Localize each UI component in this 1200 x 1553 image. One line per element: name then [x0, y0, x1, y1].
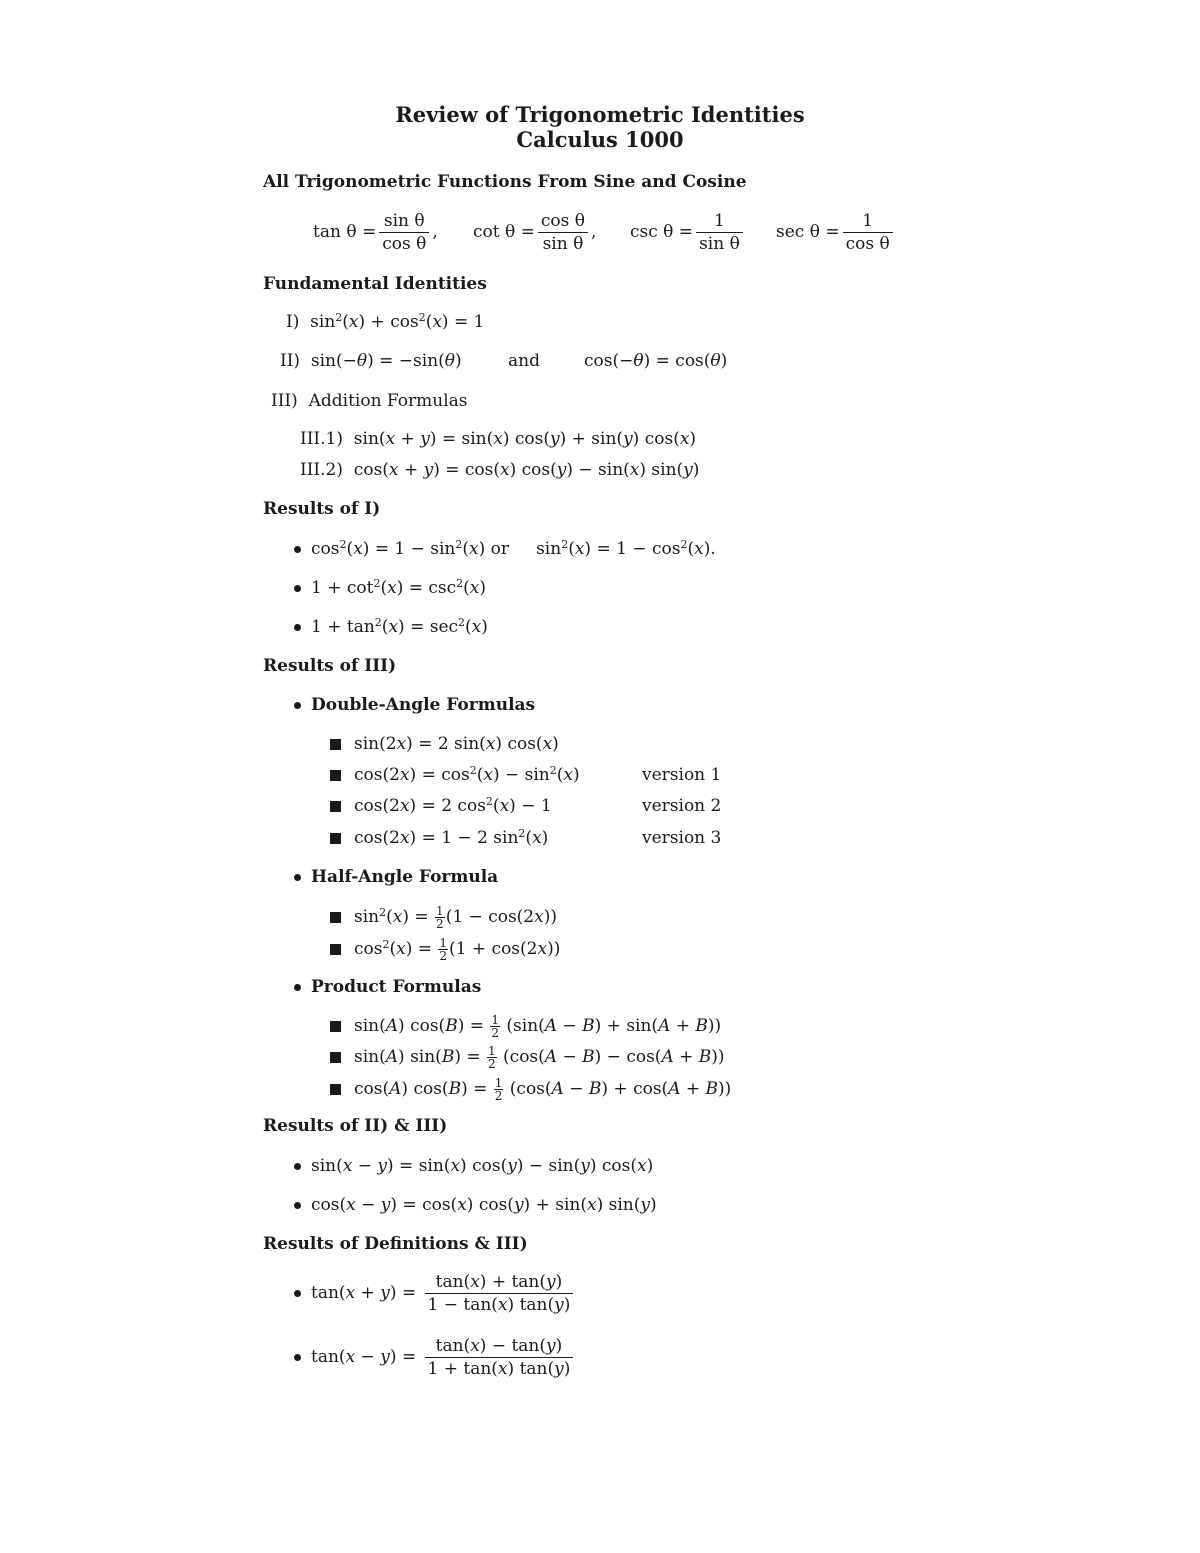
square-bullet-icon: [330, 944, 341, 955]
definition-sec-denominator: cos θ: [843, 232, 893, 255]
list-item: cos(2x) = 1 − 2 $\sin^2(x)$: [330, 827, 548, 849]
section-heading-from-sine-cosine: All Trigonometric Functions From Sine and Cosine: [263, 172, 747, 192]
half-fraction: [487, 1045, 497, 1070]
half-fraction: [490, 1014, 500, 1039]
square-bullet-icon: [330, 912, 341, 923]
definition-sec-fraction: [843, 210, 893, 255]
list-item: sin(2x) = 2 sin(x) cos(x): [330, 733, 559, 755]
tan-sum-fraction: $\frac{\tan(x) + \tan(y)}{1 - \tan(x) \tan(y)}$: [425, 1271, 574, 1316]
section-heading-results-III: Results of III): [263, 656, 397, 676]
half-denominator: 2: [491, 1026, 500, 1040]
list-item: sin(x − y) = sin(x) cos(y) − sin(y) cos(x): [294, 1155, 653, 1177]
definition-tan-denominator: cos θ: [379, 232, 429, 255]
definition-cot: [473, 210, 596, 255]
square-bullet-icon: [330, 801, 341, 812]
page-subtitle: Calculus 1000: [516, 127, 684, 152]
half-numerator: 1: [491, 1013, 500, 1027]
identity-III1-label: III.1): [300, 429, 343, 449]
definition-csc-numerator: 1: [714, 211, 725, 231]
half-numerator: 1: [439, 936, 448, 950]
definition-csc-denominator: sin θ: [696, 232, 743, 255]
bullet-icon: [294, 1354, 301, 1361]
definition-tan-lhs: tan θ =: [313, 222, 377, 242]
identity-III-title: Addition Formulas: [308, 391, 468, 411]
list-item: tan(x + y) = $\frac{\tan(x) + \tan(y)}{1 - \tan(x) \tan(y)}$: [294, 1271, 576, 1316]
identity-I: I) $\sin^2(x) + \cos^2(x) = 1$: [286, 311, 485, 332]
half-numerator: 1: [494, 1076, 503, 1090]
version-3-label: version 3: [642, 828, 722, 848]
half-numerator: 1: [488, 1044, 496, 1058]
list-item: $\cos(2x) = \cos^2(x) - \sin^2(x)$: [330, 764, 580, 786]
definition-cot-numerator: cos θ: [540, 211, 585, 231]
identity-III2-label: III.2): [300, 460, 343, 480]
square-bullet-icon: [330, 1084, 341, 1095]
definition-cot-fraction: [538, 210, 588, 255]
half-numerator: 1: [436, 904, 444, 918]
definition-tan-comma: ,: [432, 222, 438, 242]
version-1-label: version 1: [642, 765, 722, 785]
definition-tan-numerator: sin θ: [383, 211, 425, 231]
definition-tan-fraction: [379, 210, 429, 255]
list-item: cos(A) cos(B) = $\frac{1}{2}$ (cos(A − B) + cos(A + B)): [330, 1077, 731, 1102]
bullet-icon: [294, 1202, 301, 1209]
square-bullet-icon: [330, 833, 341, 844]
definition-sec-lhs: sec θ =: [776, 222, 840, 242]
half-denominator: 2: [436, 917, 444, 931]
half-denominator: 2: [494, 1089, 503, 1103]
definition-csc-lhs: csc θ =: [630, 222, 694, 242]
identity-III2: III.2) cos(x + y) = cos(x) cos(y) − sin(x) sin(y): [300, 460, 700, 480]
section-heading-results-I: Results of I): [263, 499, 381, 519]
half-denominator: 2: [488, 1057, 496, 1071]
version-2-label: version 2: [642, 796, 722, 816]
half-fraction: [494, 1077, 504, 1102]
list-item: cos(x − y) = cos(x) cos(y) + sin(x) sin(y): [294, 1194, 657, 1216]
list-item: sin(A) cos(B) = $\frac{1}{2}$ (sin(A − B) + sin(A + B)): [330, 1014, 721, 1039]
definition-csc-fraction: [696, 210, 743, 255]
list-item: cos(2x) = 2 $\cos^2(x) - 1$: [330, 795, 552, 817]
identity-II: II) sin(−θ) = −sin(θ): [280, 351, 462, 371]
subsection-double-angle: [294, 694, 535, 716]
square-bullet-icon: [330, 1052, 341, 1063]
definition-cot-lhs: cot θ =: [473, 222, 535, 242]
identity-I-label: I): [286, 312, 300, 332]
identity-III-label: III): [271, 391, 298, 411]
bullet-icon: [294, 702, 301, 709]
definition-cot-comma: ,: [591, 222, 597, 242]
identity-III1: III.1) sin(x + y) = sin(x) cos(y) + sin(y) cos(x): [300, 429, 697, 449]
list-item: tan(x − y) = $\frac{\tan(x) - \tan(y)}{1 + \tan(x) \tan(y)}$: [294, 1335, 576, 1380]
section-heading-fundamental: Fundamental Identities: [263, 274, 487, 294]
list-item: $1 + \tan^2(x) = \sec^2(x)$: [294, 616, 488, 638]
tan-difference-fraction: $\frac{\tan(x) - \tan(y)}{1 + \tan(x) \tan(y)}$: [425, 1335, 574, 1380]
identity-II-and: and: [508, 351, 540, 371]
half-fraction: [435, 905, 445, 930]
subsection-half-angle-title: Half-Angle Formula: [311, 867, 499, 887]
definition-tan: [313, 210, 438, 255]
list-item: $1 + \cot^2(x) = \csc^2(x)$: [294, 577, 486, 599]
list-item: $\cos^2(x) = 1 - \sin^2(x)$ or $\sin^2(x) = 1 - \cos^2(x)$.: [294, 538, 716, 560]
identity-III: [271, 390, 468, 412]
square-bullet-icon: [330, 770, 341, 781]
definition-csc: [630, 210, 746, 255]
square-bullet-icon: [330, 739, 341, 750]
square-bullet-icon: [330, 1021, 341, 1032]
section-heading-results-II-III: Results of II) & III): [263, 1116, 448, 1136]
subsection-double-angle-title: Double-Angle Formulas: [311, 695, 536, 715]
half-denominator: 2: [439, 949, 448, 963]
bullet-icon: [294, 1163, 301, 1170]
bullet-icon: [294, 546, 301, 553]
bullet-icon: [294, 624, 301, 631]
bullet-icon: [294, 1290, 301, 1297]
definition-sec-numerator: 1: [862, 211, 874, 231]
bullet-icon: [294, 984, 301, 991]
list-item: sin(A) sin(B) = $\frac{1}{2}$ (cos(A − B) − cos(A + B)): [330, 1045, 725, 1070]
bullet-icon: [294, 585, 301, 592]
definition-sec: [776, 210, 896, 255]
list-item: $\sin^2(x)$ = $\frac{1}{2}$ (1 − cos(2x)): [330, 905, 557, 930]
page-title: Review of Trigonometric Identities: [395, 102, 805, 127]
bullet-icon: [294, 874, 301, 881]
subsection-product: [294, 976, 481, 998]
subsection-product-title: Product Formulas: [311, 977, 482, 997]
or-text: or: [490, 539, 510, 559]
list-item: $\cos^2(x)$ = $\frac{1}{2}$ (1 + cos(2x)): [330, 937, 560, 962]
definition-cot-denominator: sin θ: [538, 232, 588, 255]
subsection-half-angle: [294, 866, 498, 888]
identity-II-cos: cos(−θ) = cos(θ): [584, 351, 728, 371]
half-fraction: [438, 937, 448, 962]
identity-II-label: II): [280, 351, 301, 371]
section-heading-results-def-III: Results of Definitions & III): [263, 1234, 528, 1254]
